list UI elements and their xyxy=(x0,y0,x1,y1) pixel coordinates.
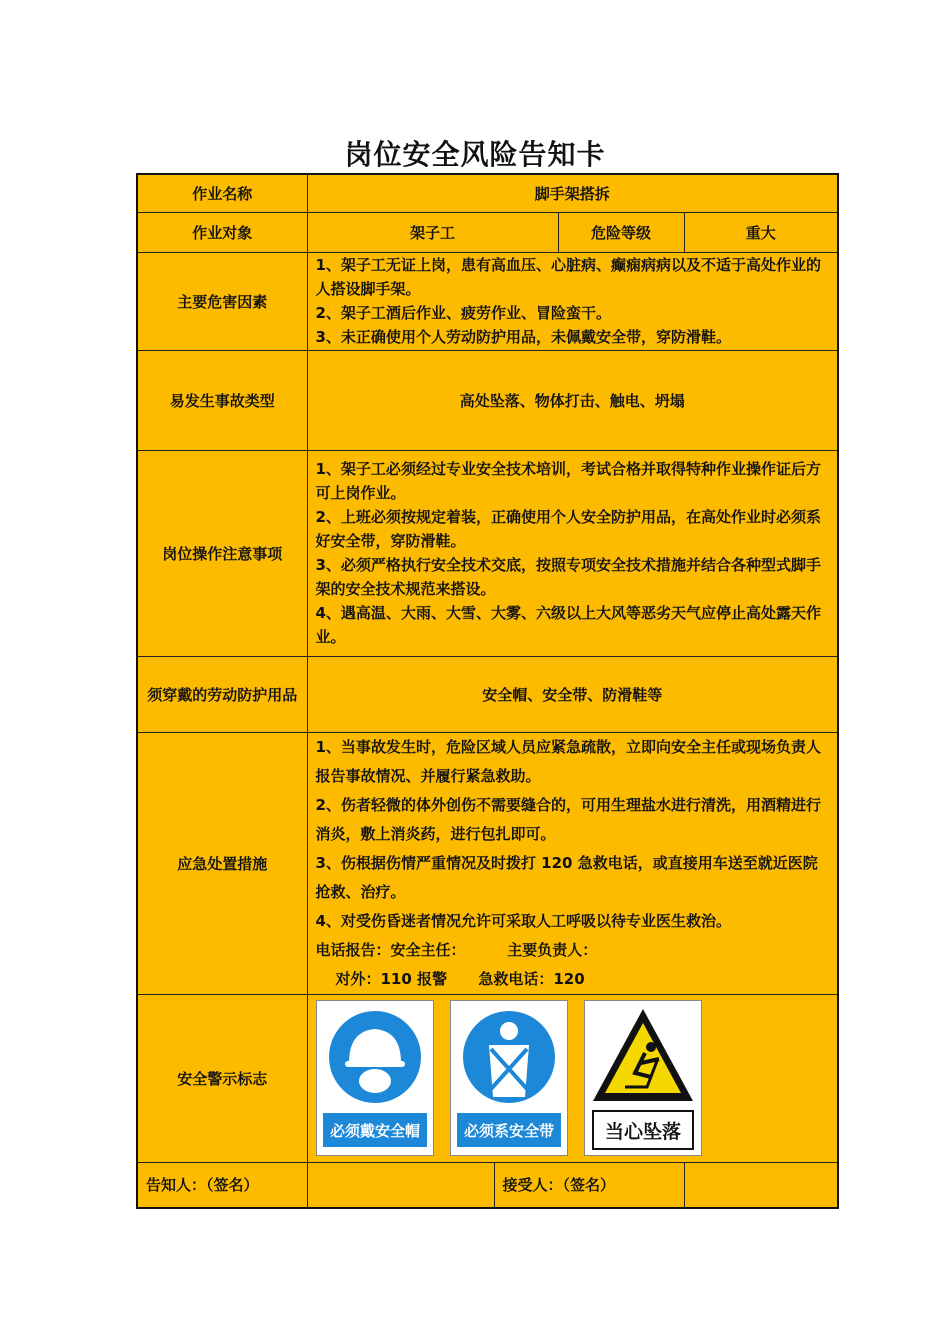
sign-wear-helmet xyxy=(316,1000,434,1156)
notes-label: 岗位操作注意事项 xyxy=(137,450,307,656)
hazard-item: 1、架子工无证上岗，患有高血压、心脏病、癫痫病病以及不适于高处作业的人搭设脚手架。 xyxy=(315,256,821,298)
sign-text: 当心坠落 xyxy=(604,1121,681,1143)
accident-value: 高处坠落、物体打击、触电、坍塌 xyxy=(307,350,838,450)
row-signs xyxy=(137,994,838,1162)
phone-line-2: 对外：110 报警 急救电话：120 xyxy=(335,969,585,988)
row-accident xyxy=(137,350,838,450)
note-item: 3、必须严格执行安全技术交底，按照专项安全技术措施并结合各种型式脚手架的安全技术规范来搭设。 xyxy=(315,556,821,598)
job-target-value: 架子工 xyxy=(307,212,558,252)
notifier-label: 告知人：（签名） xyxy=(137,1162,307,1208)
risk-level-value: 重大 xyxy=(684,212,838,252)
notifier-signature[interactable] xyxy=(307,1162,494,1208)
hazards-label: 主要危害因素 xyxy=(137,252,307,350)
risk-level-label: 危险等级 xyxy=(558,212,684,252)
sign-text: 必须系安全带 xyxy=(463,1122,554,1140)
emergency-item: 2、伤者轻微的体外创伤不需要缝合的，可用生理盐水进行清洗，用酒精进行消炎，敷上消炎药，进行包扎即可。 xyxy=(315,795,821,843)
emergency-item: 3、伤根据伤情严重情况及时拨打 120 急救电话，或直接用车送至就近医院抢救、治疗。 xyxy=(315,853,818,901)
receiver-signature[interactable] xyxy=(684,1162,838,1208)
note-item: 4、遇高温、大雨、大雪、大雾、六级以上大风等恶劣天气应停止高处露天作业。 xyxy=(315,604,821,646)
receiver-label: 接受人：（签名） xyxy=(494,1162,684,1208)
hazard-item: 3、未正确使用个人劳动防护用品，未佩戴安全带，穿防滑鞋。 xyxy=(315,328,731,346)
page-title: 岗位安全风险告知卡 xyxy=(344,138,606,171)
row-notes xyxy=(137,450,838,656)
job-name-value: 脚手架搭拆 xyxy=(307,174,838,212)
ppe-value: 安全帽、安全带、防滑鞋等 xyxy=(307,656,838,732)
hazards-list xyxy=(307,252,838,350)
notes-list xyxy=(307,450,838,656)
row-job-target xyxy=(137,212,838,252)
row-emergency xyxy=(137,732,838,994)
row-signatures xyxy=(137,1162,838,1208)
hazard-item: 2、架子工酒后作业、疲劳作业、冒险蛮干。 xyxy=(315,304,611,322)
emergency-item: 4、对受伤昏迷者情况允许可采取人工呼吸以待专业医生救治。 xyxy=(315,911,731,930)
signs-label: 安全警示标志 xyxy=(137,994,307,1162)
emergency-list xyxy=(307,732,838,994)
note-item: 1、架子工必须经过专业安全技术培训，考试合格并取得特种作业操作证后方可上岗作业。 xyxy=(315,460,821,502)
risk-card-table xyxy=(136,173,839,1209)
job-target-label: 作业对象 xyxy=(137,212,307,252)
emergency-item: 1、当事故发生时，危险区域人员应紧急疏散，立即向安全主任或现场负责人报告事故情况、并履行紧急救助。 xyxy=(315,737,821,785)
phone-line-1: 电话报告：安全主任： 主要负责人： xyxy=(315,940,598,959)
signs-cell xyxy=(307,994,838,1162)
note-item: 2、上班必须按规定着装，正确使用个人安全防护用品，在高处作业时必须系好安全带，穿防滑鞋。 xyxy=(315,508,821,550)
row-ppe xyxy=(137,656,838,732)
emergency-label: 应急处置措施 xyxy=(137,732,307,994)
sign-wear-harness xyxy=(450,1000,568,1156)
sign-beware-fall xyxy=(584,1000,702,1156)
job-name-label: 作业名称 xyxy=(137,174,307,212)
sign-text: 必须戴安全帽 xyxy=(329,1122,420,1140)
accident-label: 易发生事故类型 xyxy=(137,350,307,450)
ppe-label: 须穿戴的劳动防护用品 xyxy=(137,656,307,732)
row-hazards xyxy=(137,252,838,350)
row-job-name xyxy=(137,174,838,212)
